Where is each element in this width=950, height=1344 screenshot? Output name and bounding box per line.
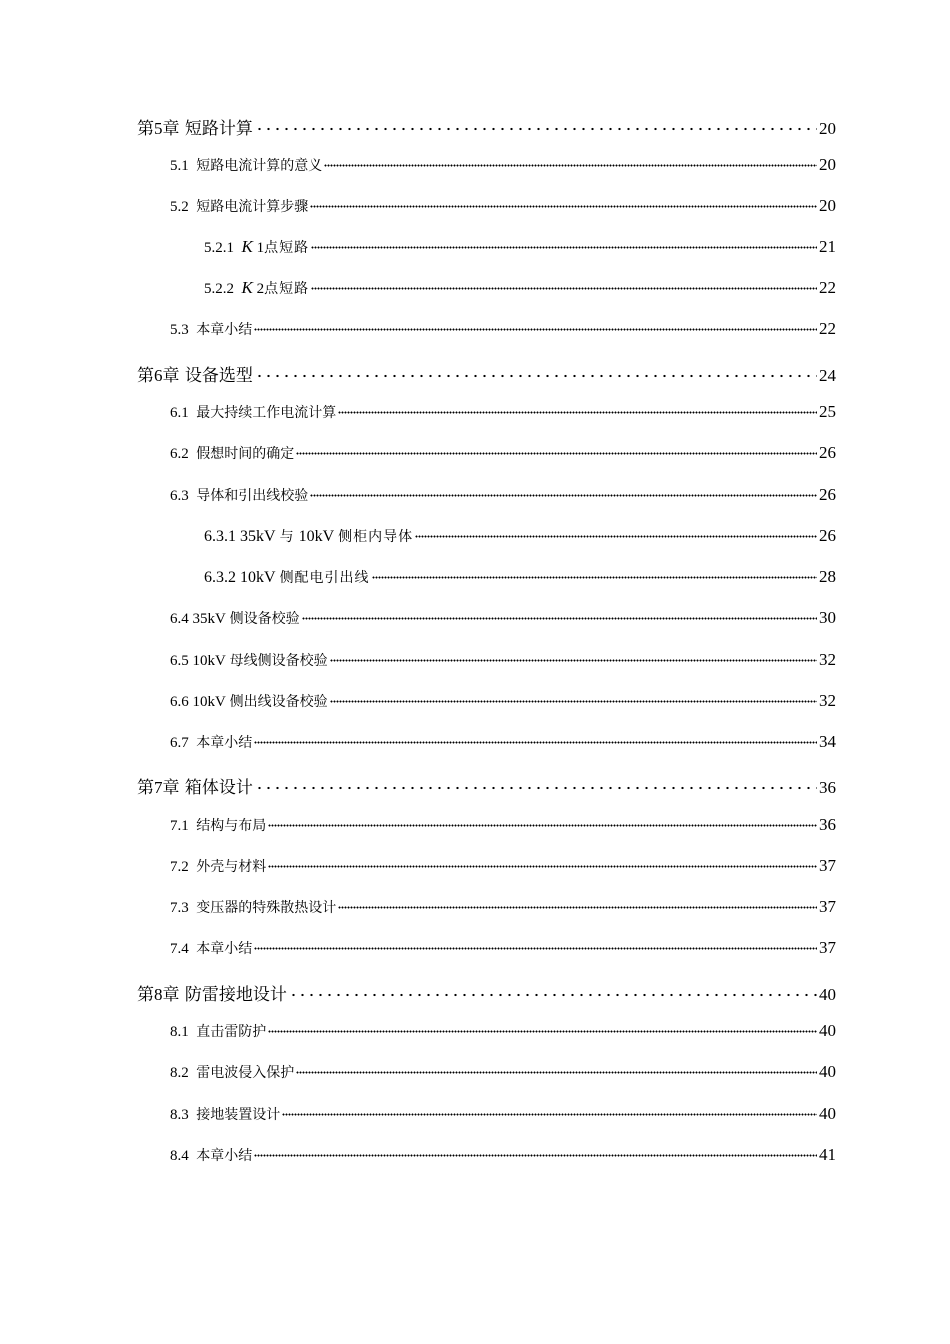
chapter-title: 章 防雷接地设计 (162, 985, 287, 1005)
section-title: 外壳与材料 (196, 859, 267, 875)
toc-entry-5-2[interactable] (170, 196, 836, 220)
section-title: 母线侧设备校验 (229, 653, 328, 669)
dot-leader (311, 286, 817, 290)
page-number: 26 (819, 485, 836, 504)
page-number: 40 (819, 985, 836, 1004)
section-number: 6.1 (170, 405, 189, 421)
section-number: 6.3.2 10kV (204, 569, 276, 586)
section-number: 6.4 35kV (170, 611, 226, 627)
section-number: 6.7 (170, 735, 189, 751)
toc-entry-chapter-6[interactable] (137, 361, 836, 385)
toc-entry-8-1[interactable] (170, 1021, 836, 1045)
dot-leader (310, 493, 817, 497)
section-number: 8.4 (170, 1148, 189, 1164)
section-title: 点短路 (264, 281, 310, 297)
page-number: 40 (819, 1104, 836, 1123)
chapter-number: 7 (154, 778, 163, 797)
math-subscript: 1 (256, 240, 265, 256)
section-number: 6.3 (170, 488, 189, 504)
page-number: 34 (819, 732, 836, 751)
page-number: 28 (819, 567, 836, 586)
dot-leader (372, 575, 817, 579)
toc-entry-7-2[interactable] (170, 856, 836, 880)
page-number: 22 (819, 278, 836, 297)
chapter-prefix: 第 (137, 985, 154, 1005)
toc-entry-6-3-2[interactable] (204, 567, 836, 591)
dot-leader (268, 823, 817, 827)
toc-entry-6-1[interactable] (170, 402, 836, 426)
section-title: 直击雷防护 (196, 1024, 267, 1040)
section-title: 短路电流计算的意义 (196, 158, 323, 174)
page-number: 25 (819, 402, 836, 421)
section-number: 8.1 (170, 1024, 189, 1040)
toc-entry-5-3[interactable] (170, 319, 836, 343)
section-number-2: 10kV (298, 528, 335, 545)
section-title: 侧配电引出线 (279, 570, 370, 586)
dot-leader (254, 740, 817, 744)
page-number: 24 (819, 366, 836, 385)
section-title: 雷电波侵入保护 (196, 1065, 295, 1081)
chapter-title: 章 短路计算 (162, 119, 253, 139)
toc-entry-chapter-8[interactable] (137, 980, 836, 1004)
page-number: 36 (819, 778, 836, 797)
page-number: 20 (819, 119, 836, 138)
section-title: 本章小结 (196, 322, 253, 338)
section-number: 8.2 (170, 1065, 189, 1081)
chapter-prefix: 第 (137, 366, 154, 386)
dot-leader (255, 127, 817, 131)
section-number: 6.5 10kV (170, 653, 226, 669)
dot-leader (330, 658, 817, 662)
toc-entry-7-1[interactable] (170, 815, 836, 839)
section-number: 5.2.1 (204, 240, 234, 256)
page-number: 30 (819, 608, 836, 627)
section-title: 接地装置设计 (196, 1107, 281, 1123)
chapter-number: 6 (154, 366, 163, 385)
dot-leader (338, 410, 817, 414)
page-number: 22 (819, 319, 836, 338)
math-subscript: 2 (256, 281, 265, 297)
toc-entry-5-1[interactable] (170, 155, 836, 179)
toc-entry-chapter-5[interactable] (137, 114, 836, 138)
chapter-prefix: 第 (137, 778, 154, 798)
section-title: 侧柜内导体 (338, 529, 414, 545)
section-title: 本章小结 (196, 735, 253, 751)
section-title: 短路电流计算步骤 (196, 199, 309, 215)
toc-entry-6-2[interactable] (170, 443, 836, 467)
page-number: 20 (819, 196, 836, 215)
section-number: 6.3.1 35kV (204, 528, 276, 545)
section-number: 5.3 (170, 322, 189, 338)
section-number: 5.2.2 (204, 281, 234, 297)
toc-entry-8-4[interactable] (170, 1145, 836, 1169)
page-number: 26 (819, 526, 836, 545)
dot-leader (289, 993, 817, 997)
section-number: 8.3 (170, 1107, 189, 1123)
chapter-title: 章 设备选型 (162, 366, 253, 386)
section-number: 6.6 10kV (170, 694, 226, 710)
dot-leader (324, 163, 817, 167)
dot-leader (254, 327, 817, 331)
toc-entry-6-7[interactable] (170, 732, 836, 756)
section-number: 5.2 (170, 199, 189, 215)
section-number: 6.2 (170, 446, 189, 462)
toc-entry-5-2-1[interactable] (204, 237, 836, 261)
toc-entry-6-3[interactable] (170, 485, 836, 509)
section-title: 假想时间的确定 (196, 446, 295, 462)
page-number: 32 (819, 650, 836, 669)
section-title: 侧出线设备校验 (229, 694, 328, 710)
page-number: 40 (819, 1062, 836, 1081)
math-variable: K (241, 237, 253, 256)
dot-leader (296, 1070, 817, 1074)
section-number: 7.2 (170, 859, 189, 875)
section-number: 5.1 (170, 158, 189, 174)
page-number: 37 (819, 938, 836, 957)
chapter-number: 5 (154, 119, 163, 138)
chapter-prefix: 第 (137, 119, 154, 139)
toc-entry-5-2-2[interactable] (204, 278, 836, 302)
dot-leader (296, 451, 817, 455)
toc-entry-7-3[interactable] (170, 897, 836, 921)
toc-entry-6-4[interactable] (170, 608, 836, 632)
dot-leader (268, 1029, 817, 1033)
dot-leader (282, 1112, 817, 1116)
chapter-number: 8 (154, 985, 163, 1004)
section-title: 点短路 (264, 240, 310, 256)
math-variable: K (241, 278, 253, 297)
section-title: 导体和引出线校验 (196, 488, 309, 504)
dot-leader (338, 905, 817, 909)
page-number: 41 (819, 1145, 836, 1164)
page-number: 40 (819, 1021, 836, 1040)
dot-leader (255, 786, 817, 790)
section-title: 本章小结 (196, 1148, 253, 1164)
section-connector: 与 (279, 529, 295, 545)
section-title: 变压器的特殊散热设计 (196, 900, 337, 916)
section-title: 本章小结 (196, 941, 253, 957)
page-number: 21 (819, 237, 836, 256)
page-number: 37 (819, 897, 836, 916)
toc-entry-7-4[interactable] (170, 938, 836, 962)
section-title: 最大持续工作电流计算 (196, 405, 337, 421)
section-number: 7.3 (170, 900, 189, 916)
dot-leader (268, 864, 817, 868)
dot-leader (255, 374, 817, 378)
toc-entry-8-3[interactable] (170, 1104, 836, 1128)
page-number: 37 (819, 856, 836, 875)
dot-leader (254, 946, 817, 950)
toc-entry-chapter-7[interactable] (137, 773, 836, 797)
page-number: 32 (819, 691, 836, 710)
dot-leader (310, 204, 817, 208)
chapter-title: 章 箱体设计 (162, 778, 253, 798)
toc-entry-8-2[interactable] (170, 1062, 836, 1086)
page-number: 26 (819, 443, 836, 462)
section-number: 7.4 (170, 941, 189, 957)
dot-leader (254, 1153, 817, 1157)
dot-leader (311, 245, 817, 249)
page-number: 20 (819, 155, 836, 174)
dot-leader (330, 699, 817, 703)
dot-leader (415, 534, 817, 538)
section-title: 侧设备校验 (229, 611, 300, 627)
dot-leader (302, 616, 817, 620)
page-number: 36 (819, 815, 836, 834)
toc-entry-6-6[interactable] (170, 691, 836, 715)
toc-entry-6-5[interactable] (170, 650, 836, 674)
section-title: 结构与布局 (196, 818, 267, 834)
toc-entry-6-3-1[interactable] (204, 526, 836, 550)
section-number: 7.1 (170, 818, 189, 834)
